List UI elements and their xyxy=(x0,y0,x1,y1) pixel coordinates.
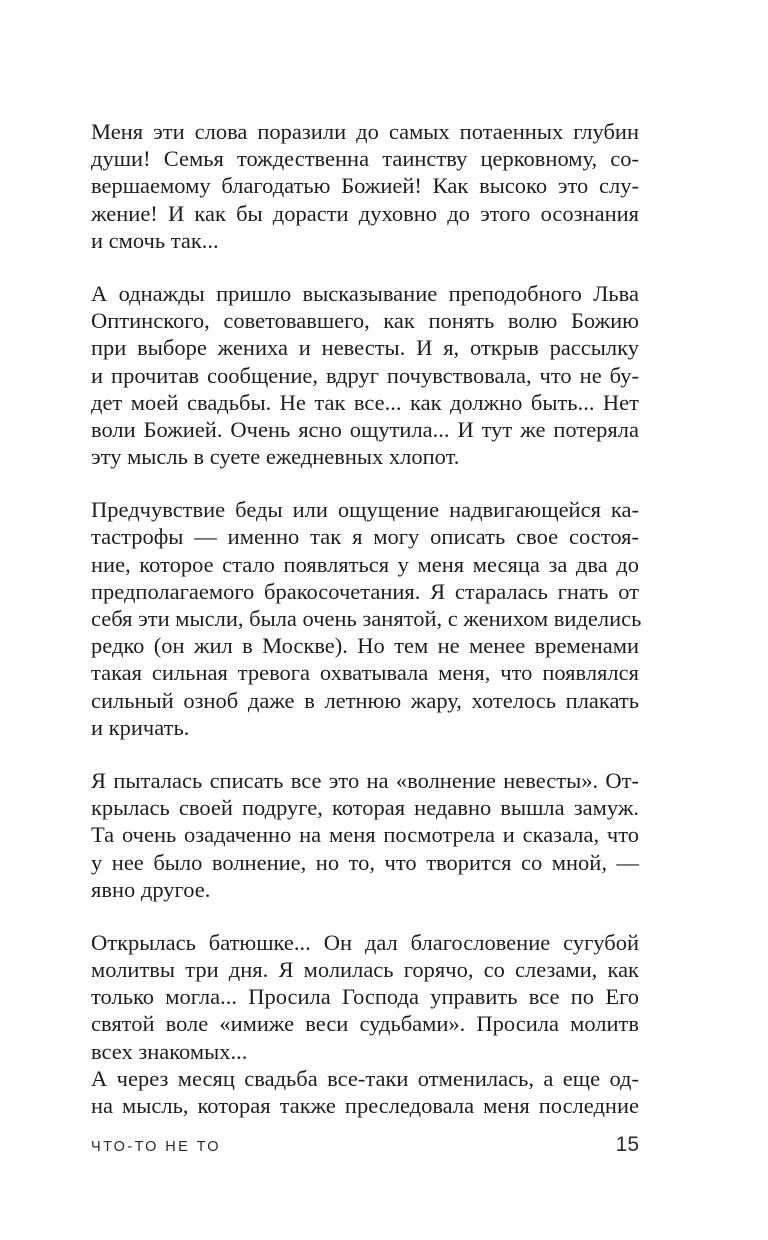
text-line: только могла... Просила Господа управить все по Его xyxy=(91,984,639,1010)
text-line: Я пыталась списать все это на «волнение невесты». От- xyxy=(91,767,639,793)
text-line: предполагаемого бракосочетания. Я старалась гнать от xyxy=(91,578,639,604)
paragraph-6 xyxy=(91,1065,639,1119)
text-line: ние, которое стало появляться у меня месяца за два до xyxy=(91,551,639,577)
text-line: себя эти мысли, была очень занятой, с женихом виделись xyxy=(91,606,642,631)
text-line: и кричать. xyxy=(91,714,190,740)
text-line: такая сильная тревога охватывала меня, что появлялся xyxy=(91,660,639,686)
text-line: крылась своей подруге, которая недавно вышла замуж. xyxy=(91,795,639,821)
page-footer xyxy=(91,1133,639,1163)
text-line: эту мысль в суете ежедневных хлопот. xyxy=(91,444,460,470)
text-line: сильный озноб даже в летнюю жару, хотелось плакать xyxy=(91,687,639,713)
text-line: жение! И как бы дорасти духовно до этого осознания xyxy=(91,200,639,226)
paragraph-5 xyxy=(91,929,639,1065)
text-line: святой воле «имиже веси судьбами». Просила молитв xyxy=(91,1011,639,1037)
paragraph-1 xyxy=(91,118,639,254)
running-head: ЧТО-ТО НЕ ТО xyxy=(91,1139,221,1155)
text-line: А через месяц свадьба все-таки отменилась, а еще од- xyxy=(91,1065,639,1091)
paragraph-2 xyxy=(91,280,639,470)
text-line: молитвы три дня. Я молилась горячо, со слезами, как xyxy=(91,957,639,983)
text-line: дет моей свадьбы. Не так все... как должно быть... Нет xyxy=(91,389,639,415)
text-line: при выборе жениха и невесты. И я, открыв рассылку xyxy=(91,335,639,361)
text-line: и смочь так... xyxy=(91,227,219,253)
page-number: 15 xyxy=(615,1133,639,1156)
text-line: у нее было волнение, но то, что творится со мной, — xyxy=(91,849,639,875)
text-line: вершаемому благодатью Божией! Как высоко это слу- xyxy=(91,173,639,199)
body-text xyxy=(91,118,642,1119)
text-line: воли Божией. Очень ясно ощутила... И тут же потеряла xyxy=(91,416,639,442)
text-line: на мысль, которая также преследовала меня последние xyxy=(91,1093,639,1118)
text-line: А однажды пришло высказывание преподобного Льва xyxy=(91,280,639,306)
text-line: явно другое. xyxy=(91,876,211,902)
text-line: Меня эти слова поразили до самых потаенных глубин xyxy=(91,119,639,144)
text-line: тастрофы — именно так я могу описать свое состоя- xyxy=(91,524,639,550)
text-line: души! Семья тождественна таинству церковному, со- xyxy=(91,146,639,172)
text-line: Оптинского, советовавшего, как понять волю Божию xyxy=(91,308,639,334)
paragraph-4 xyxy=(91,767,639,903)
text-line: и прочитав сообщение, вдруг почувствовала, что не бу- xyxy=(91,362,639,388)
paragraph-3 xyxy=(91,496,642,741)
text-line: редко (он жил в Москве). Но тем не менее временами xyxy=(91,633,639,659)
text-line: всех знакомых... xyxy=(91,1038,248,1064)
text-line: Открылась батюшке... Он дал благословение сугубой xyxy=(91,929,639,955)
text-line: Предчувствие беды или ощущение надвигающейся ка- xyxy=(91,497,639,523)
text-line: Та очень озадаченно на меня посмотрела и сказала, что xyxy=(91,822,639,848)
